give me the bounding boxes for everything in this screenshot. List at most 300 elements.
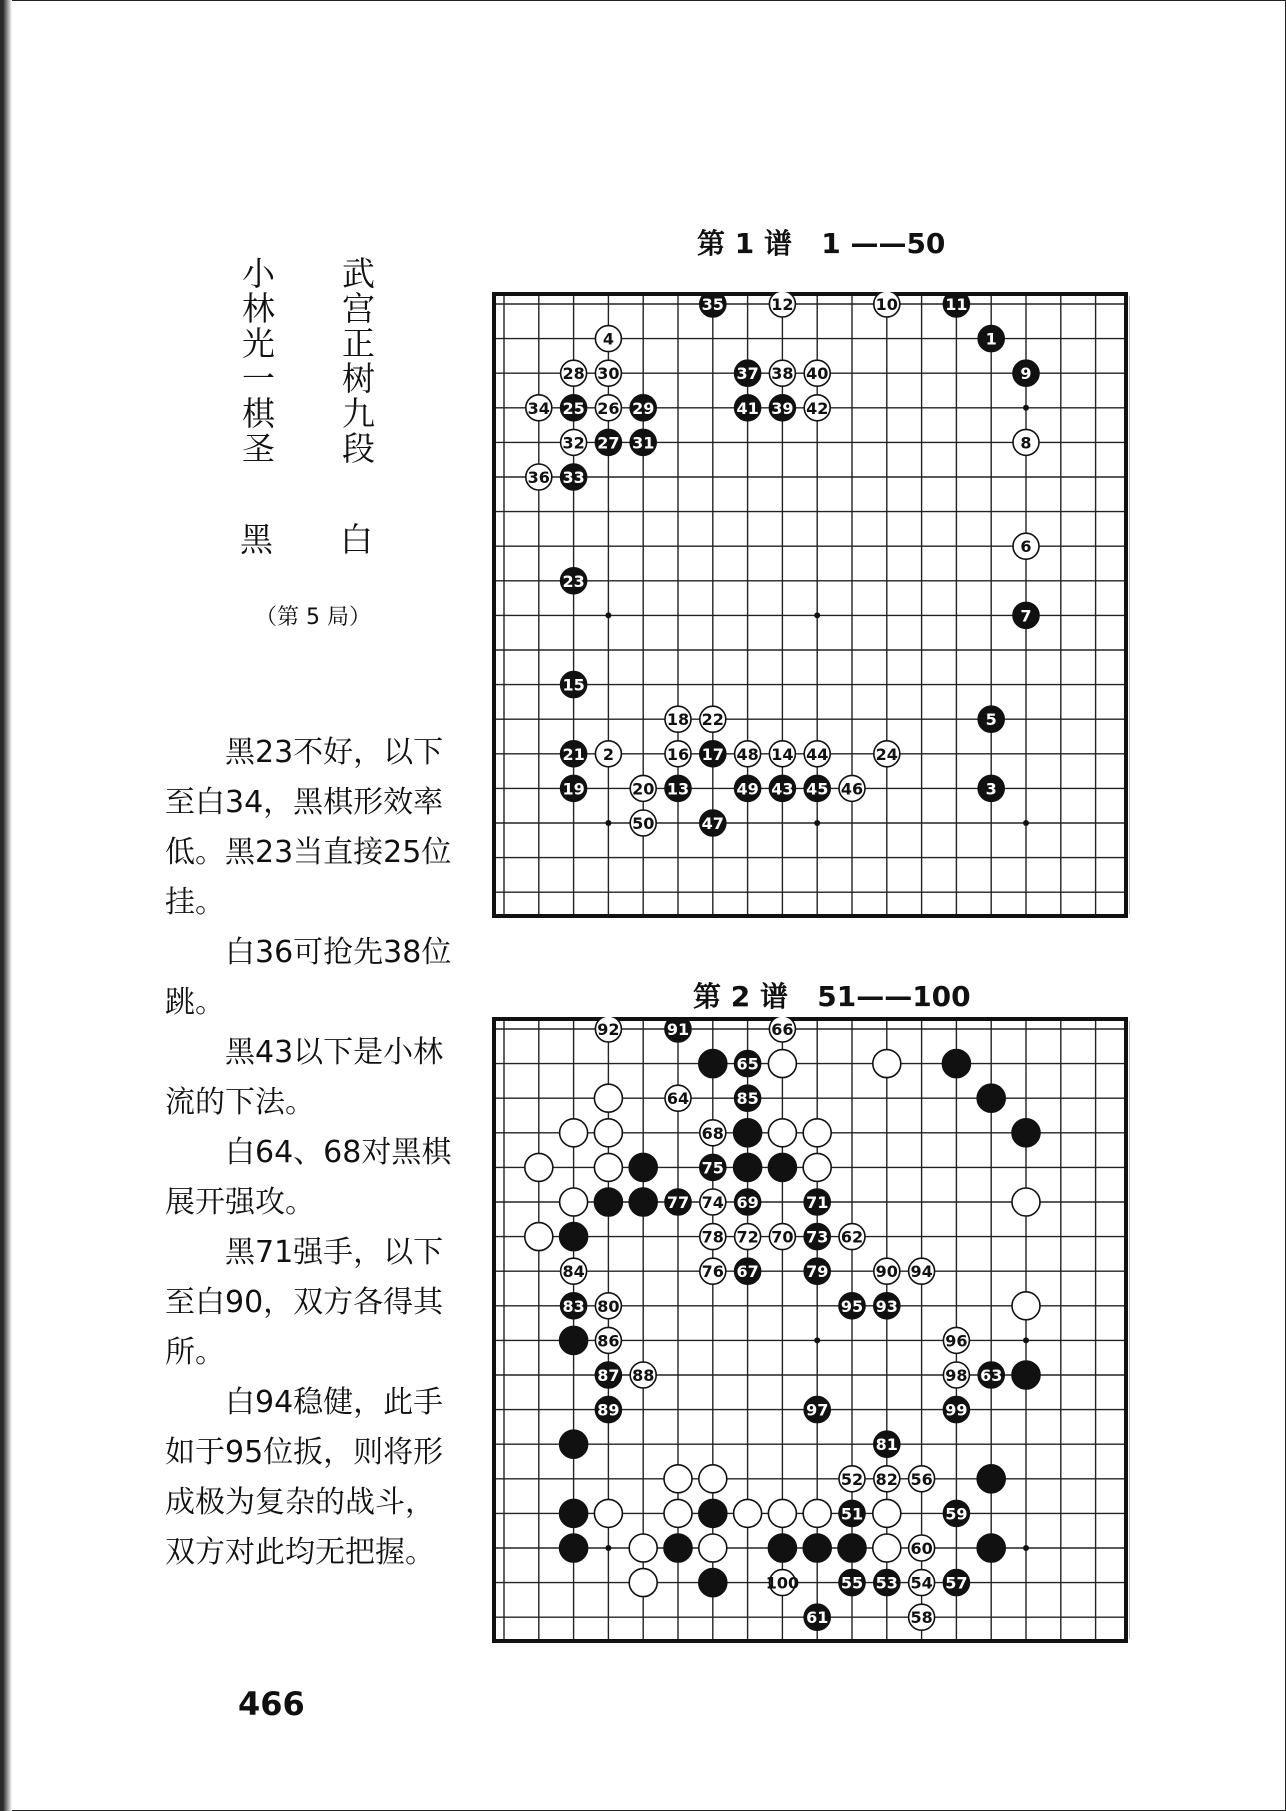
white-stone xyxy=(874,292,900,317)
stone-move-number: 37 xyxy=(736,364,759,384)
stone-move-number: 68 xyxy=(701,1123,724,1143)
go-board-diagram-2 xyxy=(492,1017,1130,1647)
diagram-2-title: 第 2 谱 51——100 xyxy=(693,980,971,1013)
black-stone xyxy=(595,1397,621,1423)
stone-disc xyxy=(699,1569,727,1597)
black-stone xyxy=(874,1293,900,1319)
star-point xyxy=(605,1545,611,1551)
stone-move-number: 9 xyxy=(1020,364,1032,384)
stone-disc xyxy=(1012,1188,1040,1216)
white-stone xyxy=(665,706,691,732)
black-stone xyxy=(804,1224,830,1250)
white-stone xyxy=(909,1604,935,1630)
black-stone xyxy=(839,1570,865,1596)
black-stone xyxy=(561,1293,587,1319)
stone-disc xyxy=(699,1050,727,1078)
black-stone xyxy=(839,1293,865,1319)
stone-disc xyxy=(560,1119,588,1147)
white-stone xyxy=(1012,1292,1040,1320)
stone-disc xyxy=(664,1499,692,1527)
stone-move-number: 100 xyxy=(765,1573,800,1593)
stone-move-number: 77 xyxy=(666,1193,690,1212)
stone-move-number: 96 xyxy=(945,1331,968,1351)
black-stone xyxy=(804,1604,830,1630)
stone-disc xyxy=(803,1119,831,1147)
white-stone xyxy=(700,706,726,732)
black-stone xyxy=(735,360,761,386)
stone-move-number: 83 xyxy=(562,1296,585,1316)
black-stone xyxy=(699,1050,727,1078)
stone-move-number: 14 xyxy=(771,744,794,764)
star-point xyxy=(1023,1337,1029,1343)
black-stone xyxy=(664,1534,692,1562)
stone-move-number: 59 xyxy=(945,1504,968,1524)
black-stone xyxy=(560,1430,588,1458)
stone-disc xyxy=(664,1465,692,1493)
white-stone xyxy=(768,1050,796,1078)
white-player-name: 武宫正树九段 xyxy=(337,256,376,466)
stone-disc xyxy=(629,1153,657,1181)
stone-move-number: 29 xyxy=(632,398,655,418)
black-stone xyxy=(978,326,1004,352)
stone-disc xyxy=(525,1223,553,1251)
commentary-paragraph: 白64、68对黑棋展开强攻。 xyxy=(165,1135,452,1220)
black-stone xyxy=(943,1397,969,1423)
stone-move-number: 24 xyxy=(875,744,898,764)
stone-disc xyxy=(1012,1292,1040,1320)
stone-disc xyxy=(768,1050,796,1078)
stone-move-number: 3 xyxy=(985,779,997,799)
stone-move-number: 86 xyxy=(597,1331,620,1351)
black-stone xyxy=(735,1189,761,1215)
stone-disc xyxy=(803,1153,831,1181)
black-stone xyxy=(769,395,795,421)
white-stone xyxy=(769,1224,795,1250)
stone-move-number: 87 xyxy=(597,1366,620,1385)
white-stone xyxy=(561,360,587,386)
black-side-label: 黑 xyxy=(240,520,273,559)
stone-move-number: 30 xyxy=(597,364,620,384)
commentary-paragraph: 白36可抢先38位跳。 xyxy=(165,935,452,1020)
stone-move-number: 7 xyxy=(1020,606,1032,626)
stone-disc xyxy=(1012,1361,1040,1389)
white-stone xyxy=(768,1499,796,1527)
black-stone xyxy=(561,741,587,767)
black-stone xyxy=(561,568,587,594)
white-stone xyxy=(735,1224,761,1250)
white-stone xyxy=(526,464,552,490)
stone-disc xyxy=(629,1188,657,1216)
stone-disc xyxy=(629,1569,657,1597)
stone-disc xyxy=(873,1499,901,1527)
page-number: 466 xyxy=(238,1685,305,1723)
players-block xyxy=(230,256,400,559)
white-stone xyxy=(735,741,761,767)
black-stone xyxy=(1013,602,1039,628)
white-stone xyxy=(699,1465,727,1493)
black-stone xyxy=(734,1153,762,1181)
white-stone xyxy=(769,741,795,767)
stone-move-number: 15 xyxy=(562,675,585,695)
black-stone xyxy=(699,1569,727,1597)
commentary-paragraph: 黑71强手，以下至白90，双方各得其所。 xyxy=(165,1235,444,1370)
stone-move-number: 42 xyxy=(806,398,829,418)
black-stone xyxy=(943,1500,969,1526)
white-stone xyxy=(595,1293,621,1319)
stone-disc xyxy=(594,1119,622,1147)
stone-move-number: 12 xyxy=(771,295,794,314)
stone-move-number: 16 xyxy=(666,744,690,764)
white-stone xyxy=(561,429,587,455)
stone-disc xyxy=(734,1499,762,1527)
commentary-paragraph: 白94稳健，此手如于95位扳，则将形成极为复杂的战斗，双方对此均无把握。 xyxy=(165,1385,444,1570)
stone-move-number: 61 xyxy=(806,1608,829,1628)
black-stone xyxy=(1012,1119,1040,1147)
black-stone xyxy=(977,1534,1005,1562)
black-stone xyxy=(735,1258,761,1284)
stone-move-number: 72 xyxy=(736,1227,759,1247)
stone-move-number: 27 xyxy=(597,433,620,453)
white-stone xyxy=(874,741,900,767)
stone-move-number: 33 xyxy=(562,468,585,487)
white-stone xyxy=(595,395,621,421)
black-stone xyxy=(804,1189,830,1215)
black-stone xyxy=(560,1326,588,1354)
white-stone xyxy=(560,1119,588,1147)
stone-move-number: 5 xyxy=(985,710,997,730)
stone-move-number: 63 xyxy=(980,1366,1003,1385)
white-stone xyxy=(629,1569,657,1597)
black-stone xyxy=(942,1050,970,1078)
black-stone xyxy=(700,1154,726,1180)
stone-move-number: 52 xyxy=(840,1469,864,1489)
star-point xyxy=(814,612,820,618)
game-number: （第 5 局） xyxy=(255,605,371,630)
star-point xyxy=(814,1337,820,1343)
stone-move-number: 78 xyxy=(701,1227,724,1247)
white-stone xyxy=(803,1499,831,1527)
black-stone xyxy=(630,395,656,421)
stone-disc xyxy=(560,1188,588,1216)
white-stone xyxy=(629,1534,657,1562)
stone-move-number: 46 xyxy=(840,779,864,799)
white-stone xyxy=(630,810,656,836)
stone-move-number: 71 xyxy=(806,1193,829,1212)
white-stone xyxy=(665,1085,691,1111)
stone-move-number: 6 xyxy=(1020,537,1032,557)
white-stone xyxy=(595,326,621,352)
stone-move-number: 55 xyxy=(840,1573,864,1593)
stone-move-number: 45 xyxy=(806,779,829,799)
stone-move-number: 44 xyxy=(806,744,829,764)
diagram-1-title: 第 1 谱 1 ——50 xyxy=(697,227,946,260)
stone-disc xyxy=(803,1534,831,1562)
stone-move-number: 23 xyxy=(562,571,585,591)
stone-move-number: 20 xyxy=(632,779,655,799)
white-stone xyxy=(909,1258,935,1284)
black-stone xyxy=(595,1362,621,1388)
star-point xyxy=(1023,820,1029,826)
stone-move-number: 34 xyxy=(527,398,550,418)
stone-move-number: 8 xyxy=(1020,433,1032,453)
white-stone xyxy=(873,1499,901,1527)
stone-move-number: 31 xyxy=(632,433,655,453)
commentary xyxy=(165,728,455,1578)
white-stone xyxy=(768,1119,796,1147)
black-stone xyxy=(630,429,656,455)
stone-disc xyxy=(803,1499,831,1527)
stone-move-number: 57 xyxy=(945,1573,968,1593)
stone-move-number: 32 xyxy=(562,433,585,453)
stone-disc xyxy=(977,1084,1005,1112)
white-stone xyxy=(699,1534,727,1562)
stone-move-number: 69 xyxy=(736,1193,759,1212)
stone-move-number: 56 xyxy=(910,1469,933,1489)
white-stone xyxy=(909,1466,935,1492)
white-stone xyxy=(943,1362,969,1388)
stone-move-number: 1 xyxy=(985,329,997,349)
stone-move-number: 98 xyxy=(945,1366,968,1385)
stone-move-number: 92 xyxy=(597,1020,620,1039)
star-point xyxy=(605,612,611,618)
white-stone xyxy=(594,1084,622,1112)
black-stone xyxy=(735,775,761,801)
stone-move-number: 67 xyxy=(736,1262,759,1282)
white-stone xyxy=(769,360,795,386)
stone-move-number: 54 xyxy=(910,1573,933,1593)
stone-disc xyxy=(560,1223,588,1251)
stone-disc xyxy=(594,1188,622,1216)
white-stone xyxy=(803,1153,831,1181)
stone-move-number: 49 xyxy=(736,779,759,799)
black-stone xyxy=(734,1119,762,1147)
stone-move-number: 90 xyxy=(875,1262,898,1282)
black-stone xyxy=(978,1362,1004,1388)
stone-disc xyxy=(560,1534,588,1562)
stone-move-number: 25 xyxy=(562,398,585,418)
stone-move-number: 53 xyxy=(875,1573,898,1593)
stone-move-number: 19 xyxy=(562,779,585,799)
stone-move-number: 50 xyxy=(632,814,655,833)
black-stone xyxy=(943,1570,969,1596)
white-stone xyxy=(525,1153,553,1181)
stone-move-number: 4 xyxy=(602,329,614,349)
stone-move-number: 22 xyxy=(701,710,724,730)
white-stone xyxy=(873,1050,901,1078)
stone-move-number: 11 xyxy=(945,295,968,314)
stone-disc xyxy=(629,1534,657,1562)
white-stone xyxy=(874,1258,900,1284)
stone-disc xyxy=(560,1326,588,1354)
stone-move-number: 89 xyxy=(597,1400,620,1420)
black-stone xyxy=(595,429,621,455)
stone-disc xyxy=(838,1534,866,1562)
stone-disc xyxy=(873,1050,901,1078)
white-stone xyxy=(665,741,691,767)
white-stone xyxy=(943,1327,969,1353)
white-stone xyxy=(630,1362,656,1388)
stone-disc xyxy=(699,1499,727,1527)
white-stone xyxy=(525,1223,553,1251)
white-stone xyxy=(734,1499,762,1527)
star-point xyxy=(1023,405,1029,411)
white-stone xyxy=(700,1224,726,1250)
stone-move-number: 79 xyxy=(806,1262,829,1282)
stone-move-number: 43 xyxy=(771,779,794,799)
star-point xyxy=(605,820,611,826)
white-stone xyxy=(594,1119,622,1147)
stone-move-number: 38 xyxy=(771,364,794,384)
white-stone xyxy=(560,1188,588,1216)
stone-move-number: 80 xyxy=(597,1296,620,1316)
white-stone xyxy=(594,1153,622,1181)
white-stone xyxy=(1012,1188,1040,1216)
stone-move-number: 95 xyxy=(840,1296,864,1316)
black-stone xyxy=(594,1188,622,1216)
white-stone xyxy=(874,1466,900,1492)
stone-move-number: 58 xyxy=(910,1608,933,1628)
white-stone xyxy=(769,292,795,317)
stone-move-number: 76 xyxy=(701,1262,724,1282)
stone-move-number: 62 xyxy=(840,1227,864,1247)
white-stone xyxy=(561,1258,587,1284)
black-stone xyxy=(560,1223,588,1251)
stone-move-number: 73 xyxy=(806,1227,829,1247)
stone-move-number: 21 xyxy=(562,744,585,764)
black-stone xyxy=(943,292,969,317)
stone-disc xyxy=(977,1465,1005,1493)
white-stone xyxy=(595,1017,621,1042)
black-stone xyxy=(804,1258,830,1284)
white-stone xyxy=(804,395,830,421)
stone-move-number: 91 xyxy=(666,1020,690,1039)
white-stone xyxy=(664,1465,692,1493)
black-stone xyxy=(560,1534,588,1562)
stone-move-number: 41 xyxy=(736,398,759,418)
black-stone xyxy=(560,1499,588,1527)
stone-move-number: 99 xyxy=(945,1400,968,1420)
stone-disc xyxy=(525,1153,553,1181)
black-stone xyxy=(874,1431,900,1457)
star-point xyxy=(1023,1545,1029,1551)
white-stone xyxy=(595,360,621,386)
stone-disc xyxy=(768,1534,796,1562)
white-stone xyxy=(909,1535,935,1561)
black-stone xyxy=(874,1570,900,1596)
white-stone xyxy=(595,741,621,767)
stone-move-number: 84 xyxy=(562,1262,585,1282)
stone-move-number: 85 xyxy=(736,1089,759,1109)
stone-move-number: 40 xyxy=(806,364,829,384)
black-stone xyxy=(700,741,726,767)
black-stone xyxy=(629,1188,657,1216)
white-stone xyxy=(1013,429,1039,455)
stone-disc xyxy=(768,1499,796,1527)
stone-move-number: 18 xyxy=(666,710,690,730)
stone-disc xyxy=(977,1534,1005,1562)
stone-disc xyxy=(942,1050,970,1078)
black-stone xyxy=(804,1397,830,1423)
black-stone xyxy=(978,775,1004,801)
stone-disc xyxy=(560,1430,588,1458)
black-stone xyxy=(665,1189,691,1215)
scan-edge-shadow xyxy=(0,0,12,1811)
stone-move-number: 70 xyxy=(771,1227,794,1247)
white-stone xyxy=(1013,533,1039,559)
stone-move-number: 35 xyxy=(701,295,724,314)
stone-move-number: 75 xyxy=(701,1158,724,1178)
stone-disc xyxy=(1012,1119,1040,1147)
white-stone xyxy=(804,360,830,386)
black-stone xyxy=(735,1051,761,1077)
stone-disc xyxy=(560,1499,588,1527)
white-stone xyxy=(594,1499,622,1527)
black-stone xyxy=(978,706,1004,732)
stone-move-number: 97 xyxy=(806,1400,829,1420)
commentary-paragraph: 黑43以下是小林流的下法。 xyxy=(165,1035,444,1120)
black-stone xyxy=(768,1534,796,1562)
stone-move-number: 60 xyxy=(910,1539,933,1558)
stone-move-number: 17 xyxy=(701,744,724,764)
black-stone xyxy=(700,292,726,317)
black-stone xyxy=(735,395,761,421)
go-board-diagram-1 xyxy=(492,292,1130,922)
stone-disc xyxy=(664,1534,692,1562)
stone-move-number: 74 xyxy=(701,1193,724,1212)
black-stone xyxy=(735,1085,761,1111)
white-stone xyxy=(769,1017,795,1042)
stone-move-number: 28 xyxy=(562,364,585,384)
white-stone xyxy=(595,1327,621,1353)
white-stone xyxy=(839,775,865,801)
stone-disc xyxy=(699,1465,727,1493)
stone-move-number: 39 xyxy=(771,398,794,418)
commentary-paragraph: 黑23不好，以下至白34，黑棋形效率低。黑23当直接25位挂。 xyxy=(165,735,452,920)
stone-move-number: 88 xyxy=(632,1366,655,1385)
stone-move-number: 48 xyxy=(736,744,759,764)
black-stone xyxy=(629,1153,657,1181)
stone-disc xyxy=(873,1534,901,1562)
black-stone xyxy=(769,775,795,801)
white-side-label: 白 xyxy=(340,520,373,559)
white-stone xyxy=(630,775,656,801)
white-stone xyxy=(839,1466,865,1492)
black-stone xyxy=(804,775,830,801)
white-stone xyxy=(873,1534,901,1562)
black-stone xyxy=(977,1084,1005,1112)
white-stone xyxy=(700,1120,726,1146)
black-stone xyxy=(768,1153,796,1181)
stone-move-number: 81 xyxy=(875,1435,898,1455)
white-stone xyxy=(766,1570,799,1596)
white-stone xyxy=(839,1224,865,1250)
stone-move-number: 2 xyxy=(602,744,614,764)
black-stone xyxy=(699,1499,727,1527)
white-stone xyxy=(700,1258,726,1284)
black-stone xyxy=(839,1500,865,1526)
black-player-name: 小林光一棋圣 xyxy=(237,256,276,466)
white-stone xyxy=(909,1570,935,1596)
stone-move-number: 13 xyxy=(666,779,690,799)
black-stone xyxy=(561,464,587,490)
white-stone xyxy=(803,1119,831,1147)
stone-disc xyxy=(734,1119,762,1147)
black-stone xyxy=(665,775,691,801)
stone-move-number: 47 xyxy=(701,814,724,833)
stone-disc xyxy=(594,1499,622,1527)
stone-disc xyxy=(734,1153,762,1181)
black-stone xyxy=(1013,360,1039,386)
